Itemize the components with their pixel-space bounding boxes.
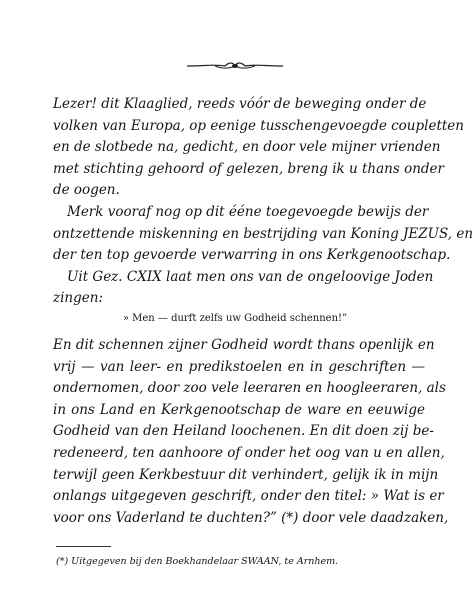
text-line: vrij — van leer- en predikstoelen en in geschriften — bbox=[53, 358, 425, 375]
text-line: en de slotbede na, gedicht, en door vele mijner vrienden bbox=[53, 139, 441, 156]
text-line: terwijl geen Kerkbestuur dit verhindert, gelijk ik in mijn bbox=[53, 466, 439, 483]
text-line: in ons Land en Kerkgenootschap de ware en eeuwige bbox=[53, 401, 425, 418]
paragraph-intro bbox=[53, 94, 473, 310]
text-line: volken van Europa, op eenige tusschengevoegde coupletten bbox=[53, 117, 464, 134]
text-line: de oogen. bbox=[53, 182, 120, 199]
text-line: Godheid van den Heiland loochenen. En dit doen zij be- bbox=[53, 423, 434, 440]
text-line: voor ons Vaderland te duchten?” (*) door vele daadzaken, bbox=[53, 509, 449, 526]
text-line: Uit Gez. CXIX laat men ons van de ongeloovige Joden bbox=[67, 268, 434, 285]
ornament-swirl-icon bbox=[185, 60, 285, 72]
text-line: ondernomen, door zoo vele leeraren en hoogleeraren, als bbox=[53, 380, 446, 397]
footnote-divider bbox=[56, 546, 111, 547]
text-line: zingen: bbox=[53, 290, 103, 307]
text-line: Merk vooraf nog op dit ééne toegevoegde bewijs der bbox=[67, 203, 429, 220]
text-line: der ten top gevoerde verwarring in ons Kerkgenootschap. bbox=[53, 247, 451, 264]
text-line: redeneerd, ten aanhoore of onder het oog van u en allen, bbox=[53, 444, 445, 461]
text-line: ontzettende miskenning en bestrijding van Koning JEZUS, en bbox=[53, 225, 473, 242]
text-line: met stichting gehoord of gelezen, breng ik u thans onder bbox=[53, 160, 444, 177]
text-line: Lezer! dit Klaaglied, reeds vóór de beweging onder de bbox=[53, 96, 427, 112]
paragraph-main bbox=[53, 335, 449, 529]
text-line: onlangs uitgegeven geschrift, onder den titel: » Wat is er bbox=[53, 488, 444, 505]
text-line: En dit schennen zijner Godheid wordt thans openlijk en bbox=[53, 337, 435, 353]
hymn-quote: » Men — durft zelfs uw Godheid schennen!” bbox=[122, 313, 348, 324]
footnote: (*) Uitgegeven bij den Boekhandelaar SWAAN, te Arnhem. bbox=[56, 556, 339, 567]
